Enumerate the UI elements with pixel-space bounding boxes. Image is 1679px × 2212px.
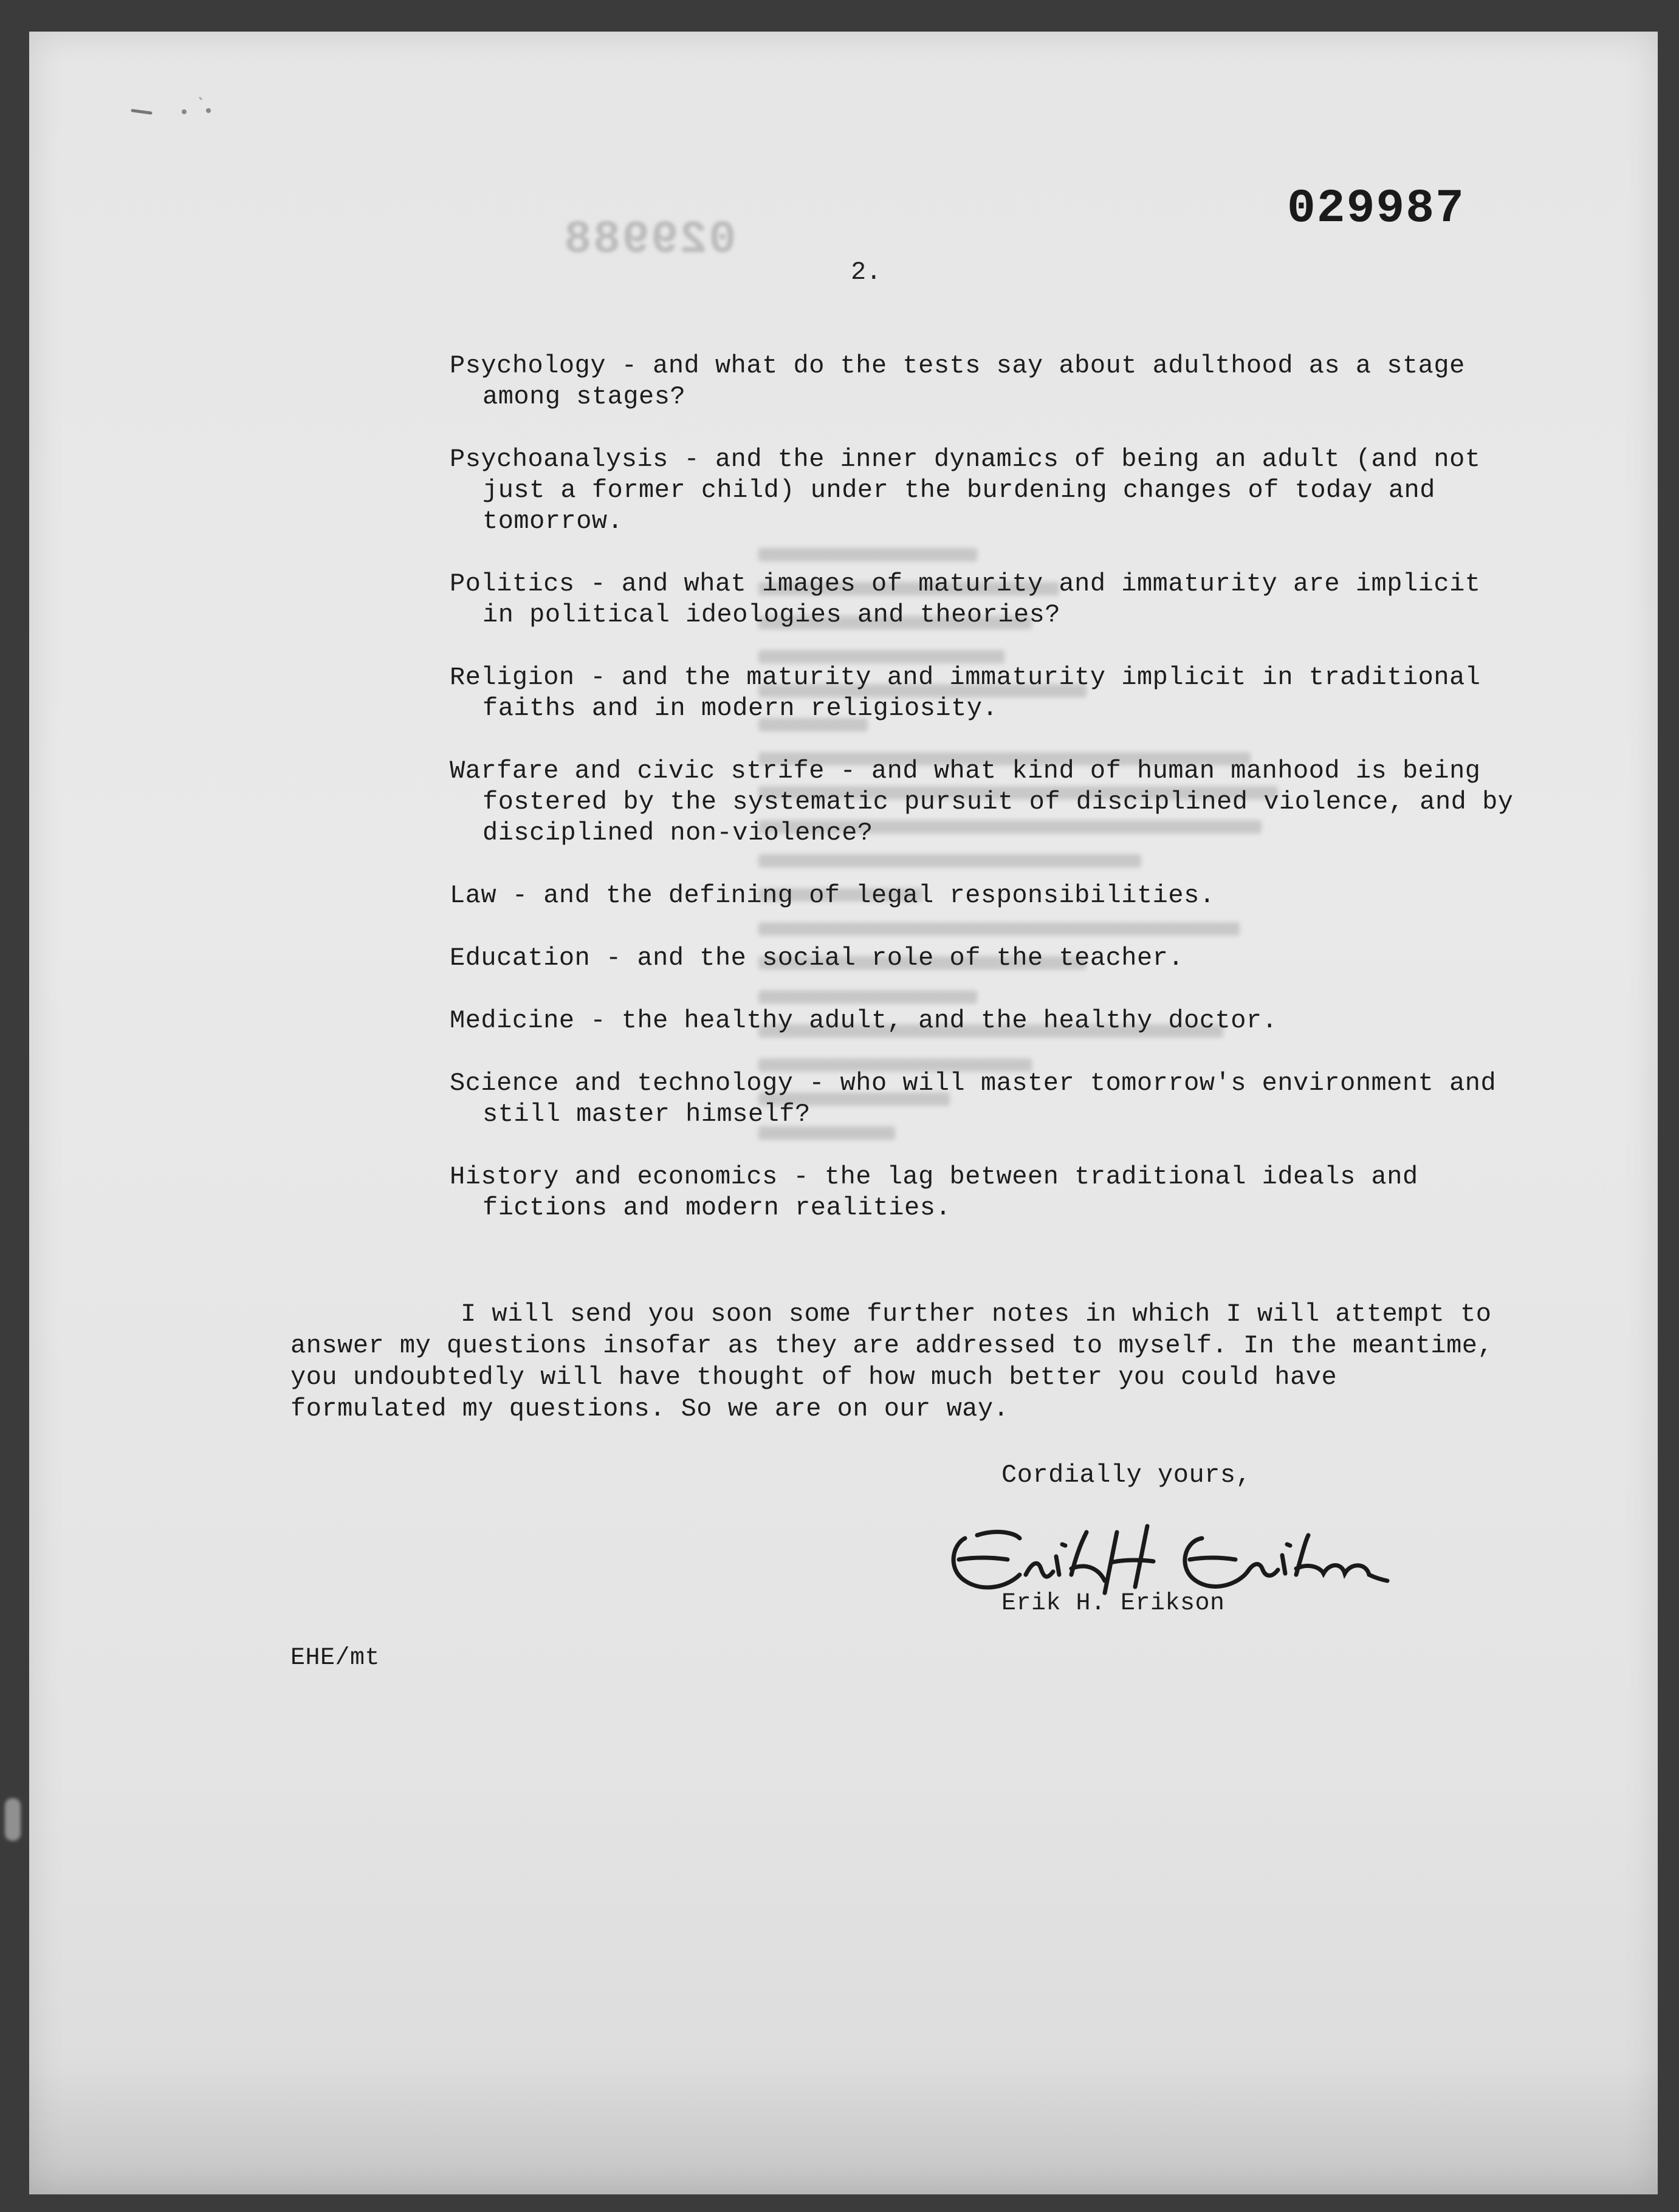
document-page	[29, 32, 1658, 2194]
topic-list	[450, 351, 1519, 1255]
ink-mark-icon	[126, 86, 248, 123]
document-number: 029987	[1287, 182, 1465, 236]
signer-name: Erik H. Erikson	[1001, 1590, 1225, 1617]
closing-paragraph: I will send you soon some further notes in which I will attempt to answer my questions insofar as they are addressed to myself. In the meantime, you undoubtedly will have thought of how much better you could have formulated my questions. So we are on our way.	[290, 1299, 1494, 1423]
topic-item: Warfare and civic strife - and what kind of human manhood is being fostered by the systematic pursuit of disciplined violence, and by disciplined non-violence?	[450, 756, 1514, 847]
bleed-through-number: 029988	[563, 214, 736, 266]
topic-item: Religion - and the maturity and immaturity implicit in traditional faiths and in modern religiosity.	[450, 663, 1481, 723]
topic-item: Psychology - and what do the tests say about adulthood as a stage among stages?	[450, 351, 1465, 411]
topic-item: Politics - and what images of maturity and immaturity are implicit in political ideologies and theories?	[450, 569, 1481, 629]
topic-item: Education - and the social role of the teacher.	[450, 943, 1184, 973]
topic-item: Science and technology - who will master tomorrow's environment and still master himself?	[450, 1069, 1497, 1129]
topic-item: Law - and the defining of legal responsibilities.	[450, 881, 1215, 910]
salutation: Cordially yours,	[1001, 1460, 1252, 1490]
edge-smudge	[5, 1798, 21, 1841]
topic-item: History and economics - the lag between traditional ideals and fictions and modern realities.	[450, 1162, 1418, 1222]
typist-initials: EHE/mt	[290, 1645, 380, 1672]
topic-item: Psychoanalysis - and the inner dynamics of being an adult (and not just a former child) under the burdening changes of today and tomorrow.	[450, 445, 1481, 536]
page-number: 2.	[851, 258, 882, 287]
topic-item: Medicine - the healthy adult, and the healthy doctor.	[450, 1006, 1278, 1035]
